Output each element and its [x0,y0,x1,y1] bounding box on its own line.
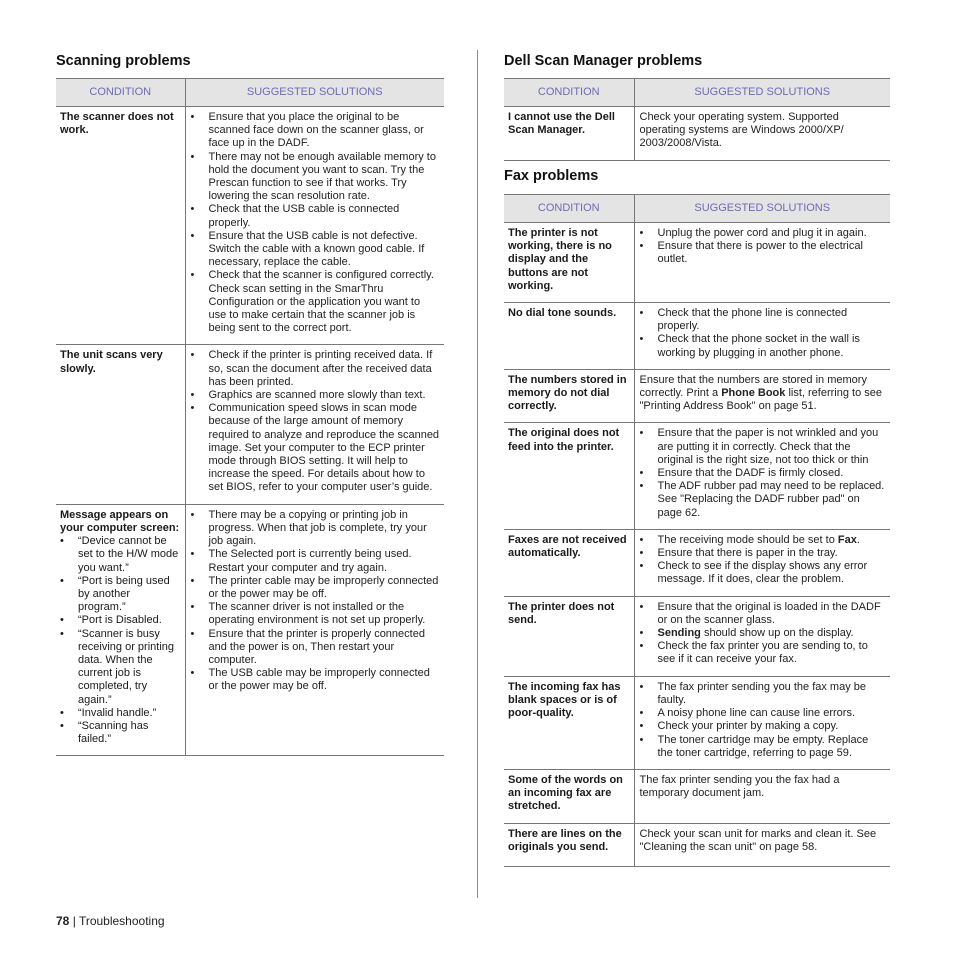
footer-separator: | [69,914,79,928]
table-row [504,369,890,423]
list-item: • The toner cartridge may be empty. Replace the toner cartridge, referring to page 59. [640,734,887,760]
list-item: • Check that the phone socket in the wall is working by plugging in another phone. [640,333,887,359]
list-item: • Ensure that the USB cable is not defective. Switch the cable with a known good cable. If necessary, replace the cable. [191,230,441,270]
fax-problems-title: Fax problems [504,168,599,184]
list-item: • Check that the USB cable is connected properly. [191,203,441,229]
table-row [504,823,890,866]
list-item: • Check your printer by making a copy. [640,720,887,733]
table-row [56,345,444,504]
list-item: • Ensure that the paper is not wrinkled and you are putting it in correctly. Check that the original is the right size, not too thick or thin [640,427,887,467]
list-item: • Ensure that the original is loaded in the DADF or on the scanner glass. [640,601,887,627]
list-item: • Check to see if the display shows any error message. If it does, clear the problem. [640,560,887,586]
condition-cell: No dial tone sounds. [504,303,634,370]
solutions-header: SUGGESTED SOLUTIONS [185,79,444,107]
solutions-cell [634,529,890,596]
table-row [56,504,444,756]
condition-cell: The numbers stored in memory do not dial correctly. [504,369,634,423]
condition-cell: The unit scans very slowly. [56,345,185,504]
list-item: • Communication speed slows in scan mode because of the large amount of memory required to analyze and reproduce the scanned image. Set your computer to the ECP printer mode through BIOS setting. It will help to increase the speed. For details about how to set BIOS, refer to your computer user’s guide. [191,402,441,494]
table-row [504,107,890,161]
solutions-header: SUGGESTED SOLUTIONS [634,195,890,223]
list-item: • Ensure that there is power to the electrical outlet. [640,240,887,266]
solutions-cell [634,676,890,769]
list-item: • A noisy phone line can cause line errors. [640,707,887,720]
solutions-cell [185,107,444,345]
solutions-cell [185,504,444,756]
solutions-cell: Check your scan unit for marks and clean it. See "Cleaning the scan unit" on page 58. [634,823,890,866]
condition-header: CONDITION [504,195,634,223]
solutions-cell [634,423,890,529]
footer-section: Troubleshooting [78,914,165,928]
list-item: • The ADF rubber pad may need to be replaced. See "Replacing the DADF rubber pad" on page 62. [640,480,887,520]
condition-cell: I cannot use the Dell Scan Manager. [504,107,634,161]
list-item: • “Invalid handle.” [60,707,181,720]
solution-text: list, referring to see "Printing Address Book" on page 51. [639,387,882,413]
message-list [60,535,181,746]
table-header-row [56,79,444,107]
list-item: • The fax printer sending you the fax may be faulty. [640,681,887,707]
condition-cell: The incoming fax has blank spaces or is of poor-quality. [504,676,634,769]
list-item: • Unplug the power cord and plug it in again. [640,227,887,240]
solutions-cell [634,369,890,423]
list-item: • Sending should show up on the display. [640,627,887,640]
condition-cell [56,504,185,756]
condition-cell: There are lines on the originals you send. [504,823,634,866]
list-item: • Check that the phone line is connected properly. [640,307,887,333]
column-divider [477,50,478,898]
list-item: • “Scanning has failed.” [60,720,181,746]
list-item: • Check the fax printer you are sending to, to see if it can receive your fax. [640,640,887,666]
table-row [504,423,890,529]
list-item: • There may be a copying or printing job in progress. When that job is complete, try your job again. [191,509,441,549]
list-item: • “Port is being used by another program.” [60,575,181,615]
condition-cell: Some of the words on an incoming fax are stretched. [504,769,634,823]
solutions-cell [634,303,890,370]
solutions-cell [634,596,890,676]
table-row [504,223,890,303]
condition-cell: The original does not feed into the printer. [504,423,634,529]
solution-text: Ensure that the numbers are stored in memory correctly. Print a [639,373,867,400]
sending-term: Sending [657,627,701,640]
list-item: • “Scanner is busy receiving or printing data. When the current job is completed, try again.” [60,628,181,707]
condition-cell: The printer is not working, there is no display and the buttons are not working. [504,223,634,303]
condition-cell: The printer does not send. [504,596,634,676]
list-item: • Check if the printer is printing received data. If so, scan the document after the received data has been printed. [191,349,441,389]
solutions-cell [185,345,444,504]
table-header-row [504,195,890,223]
list-item: • “Device cannot be set to the H/W mode you want.” [60,535,181,575]
condition-header: CONDITION [504,79,634,107]
fax-problems-table [504,194,890,867]
list-item: • The scanner driver is not installed or the operating environment is not set up properly. [191,601,441,627]
list-item: • Ensure that you place the original to be scanned face down on the scanner glass, or face up in the DADF. [191,111,441,151]
solutions-cell: Check your operating system. Supported operating systems are Windows 2000/XP/ 2003/2008/Vista. [634,107,890,161]
table-header-row [504,79,890,107]
list-item: • The USB cable may be improperly connected or the power may be off. [191,667,441,693]
list-item: • Ensure that there is paper in the tray. [640,547,887,560]
table-row [504,529,890,596]
list-item: • Ensure that the printer is properly connected and the power is on, Then restart your computer. [191,628,441,668]
solutions-cell [634,223,890,303]
list-item: • There may not be enough available memory to hold the document you want to scan. Try the Prescan function to see if that works. Try lowering the scan resolution rate. [191,151,441,204]
table-row [504,769,890,823]
solutions-cell: The fax printer sending you the fax had a temporary document jam. [634,769,890,823]
list-item: • The Selected port is currently being used. Restart your computer and try again. [191,548,441,574]
list-item: • The receiving mode should be set to Fax. [640,534,887,547]
list-item: • “Port is Disabled. [60,614,181,627]
table-row [504,596,890,676]
list-item: • The printer cable may be improperly connected or the power may be off. [191,575,441,601]
condition-header: CONDITION [56,79,185,107]
list-item: • Graphics are scanned more slowly than text. [191,389,441,402]
condition-cell: The scanner does not work. [56,107,185,345]
condition-cell: Faxes are not received automatically. [504,529,634,596]
list-item: • Ensure that the DADF is firmly closed. [640,467,887,480]
table-row [56,107,444,345]
scanning-problems-title: Scanning problems [56,53,191,69]
condition-text: Message appears on your computer screen: [60,508,180,534]
list-item: • Check that the scanner is configured correctly. Check scan setting in the SmarThru Configuration or the application you want to use to make certain that the scanner job is being sent to the correct port. [191,269,441,335]
table-row [504,303,890,370]
fax-term: Fax [837,533,857,546]
page-number: 78 [56,914,70,928]
page-footer [56,914,165,928]
scanning-problems-table [56,78,444,756]
dell-scan-manager-title: Dell Scan Manager problems [504,53,703,69]
solutions-header: SUGGESTED SOLUTIONS [634,79,890,107]
table-row [504,676,890,769]
dell-scan-manager-table [504,78,890,161]
phone-book-term: Phone Book [721,387,786,400]
